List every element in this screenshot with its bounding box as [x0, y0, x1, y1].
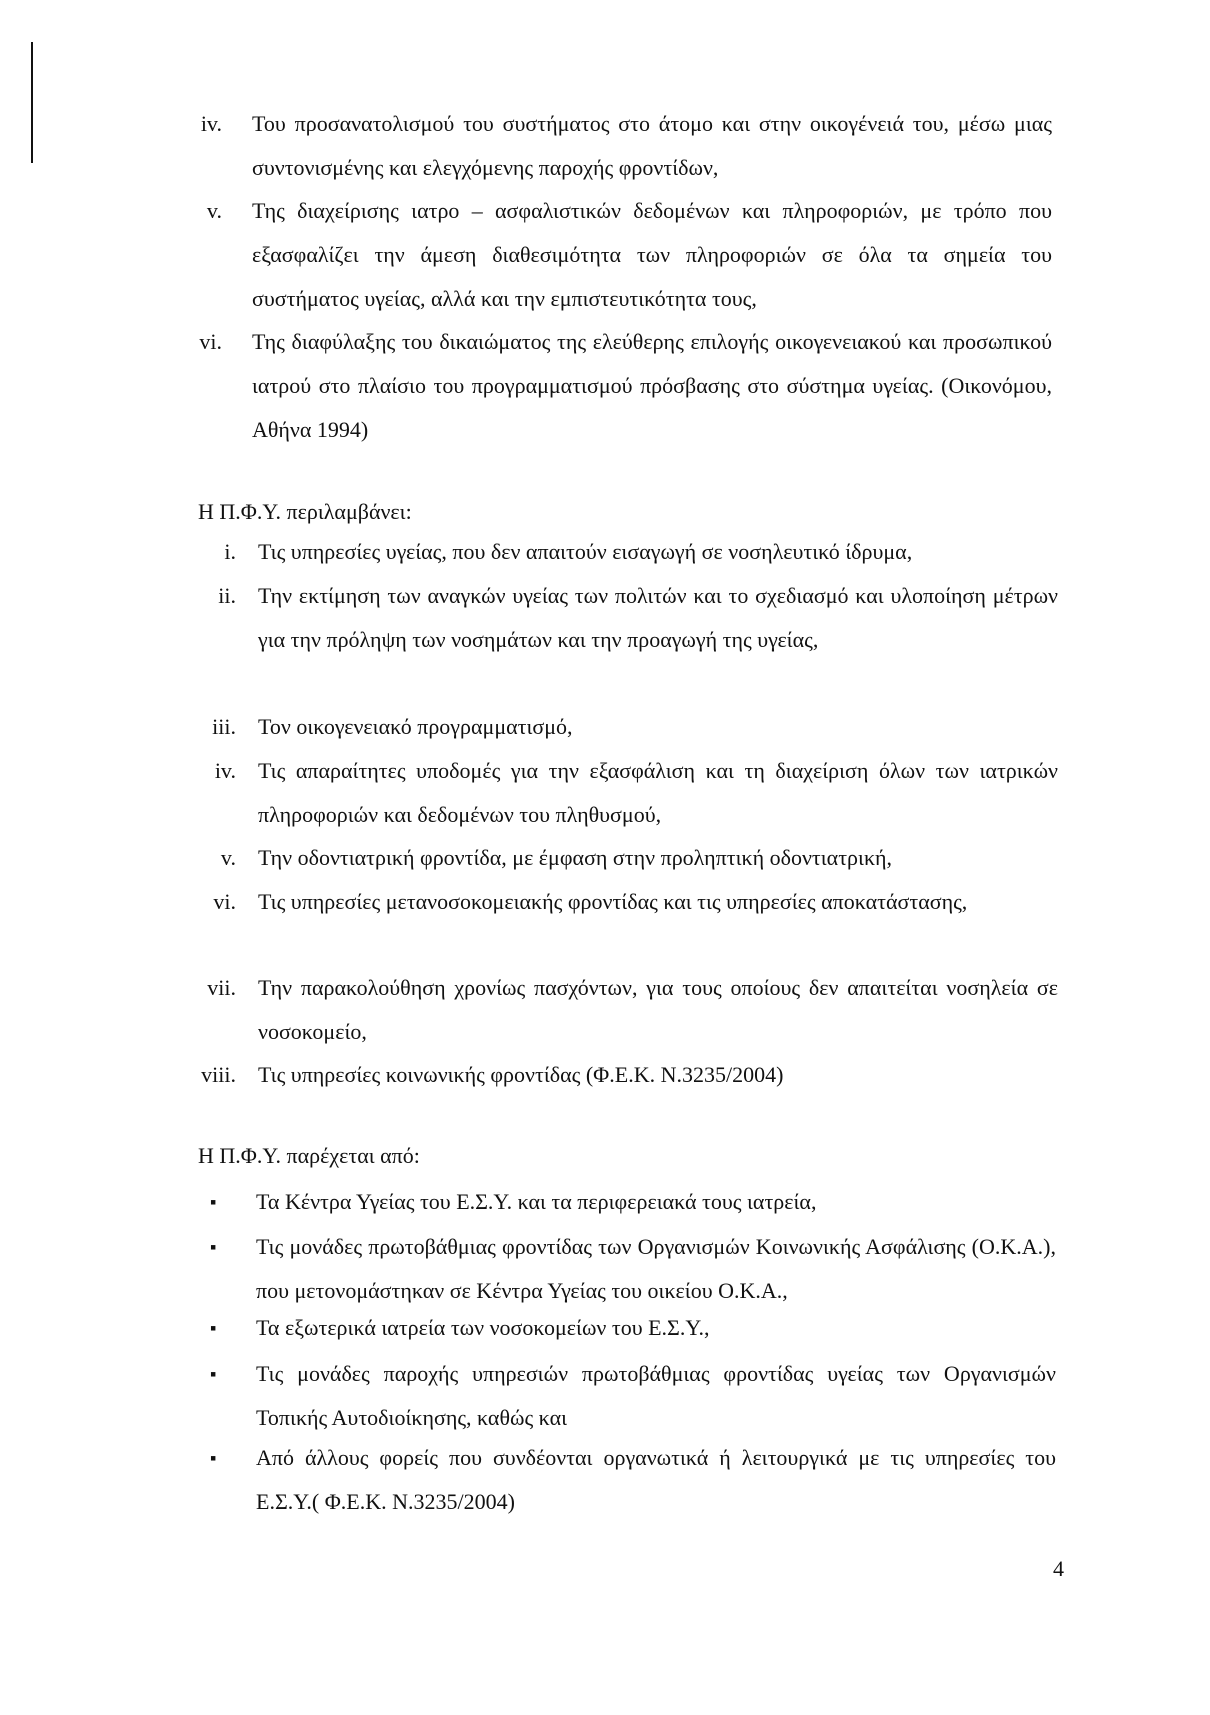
bullet-icon: ▪	[210, 1192, 217, 1212]
list-marker: viii.	[201, 1062, 236, 1087]
list-marker: vi.	[213, 889, 236, 914]
list-item: Την οδοντιατρική φροντίδα, με έμφαση στην προληπτική οδοντιατρική,	[258, 845, 893, 870]
list-item: Τις υπηρεσίες κοινωνικής φροντίδας (Φ.Ε.Κ. Ν.3235/2004)	[258, 1062, 784, 1087]
bullet-icon: ▪	[210, 1237, 217, 1257]
bullet-icon: ▪	[210, 1318, 217, 1338]
list-item: Τις υπηρεσίες μετανοσοκομειακής φροντίδας και τις υπηρεσίες αποκατάστασης,	[258, 889, 968, 914]
list-item: Του προσανατολισμού του συστήματος στο άτομο και στην οικογένειά του, μέσω μιας συντονισμένης και ελεγχόμενης παροχής φροντίδων,	[252, 111, 1052, 180]
page-number: 4	[1053, 1556, 1064, 1581]
list-marker: iv.	[200, 111, 222, 136]
list-item: Την παρακολούθηση χρονίως πασχόντων, για τους οποίους δεν απαιτείται νοσηλεία σε νοσοκομείο,	[258, 975, 1058, 1044]
list-item: Τον οικογενειακό προγραμματισμό,	[258, 714, 573, 739]
list-marker: v.	[220, 845, 236, 870]
list-item: Τις απαραίτητες υποδομές για την εξασφάλιση και τη διαχείριση όλων των ιατρικών πληροφοριών και δεδομένων του πληθυσμού,	[258, 758, 1058, 827]
list-marker: vii.	[207, 975, 236, 1000]
binding-margin-line	[31, 42, 33, 163]
section-heading-includes: Η Π.Φ.Υ. περιλαμβάνει:	[198, 499, 412, 524]
list-item: Τα Κέντρα Υγείας του Ε.Σ.Υ. και τα περιφερειακά τους ιατρεία,	[256, 1189, 817, 1214]
bullet-icon: ▪	[210, 1364, 217, 1384]
list-marker: ii.	[218, 583, 236, 608]
list-item: Την εκτίμηση των αναγκών υγείας των πολιτών και το σχεδιασμό και υλοποίηση μέτρων για την πρόληψη των νοσημάτων και την προαγωγή της υγείας,	[258, 583, 1058, 652]
list-item: Από άλλους φορείς που συνδέονται οργανωτικά ή λειτουργικά με τις υπηρεσίες του Ε.Σ.Υ.( Φ.Ε.Κ. Ν.3235/2004)	[256, 1445, 1056, 1514]
bullet-icon: ▪	[210, 1448, 217, 1468]
list-item: Τα εξωτερικά ιατρεία των νοσοκομείων του Ε.Σ.Υ.,	[256, 1315, 710, 1340]
section-heading-provided: Η Π.Φ.Υ. παρέχεται από:	[198, 1143, 420, 1168]
list-item: Τις μονάδες πρωτοβάθμιας φροντίδας των Οργανισμών Κοινωνικής Ασφάλισης (Ο.Κ.Α.), που μετονομάστηκαν σε Κέντρα Υγείας του οικείου Ο.Κ.Α.,	[256, 1234, 1056, 1303]
list-item: Τις μονάδες παροχής υπηρεσιών πρωτοβάθμιας φροντίδας υγείας των Οργανισμών Τοπικής Αυτοδιοίκησης, καθώς και	[256, 1361, 1056, 1430]
list-marker: iii.	[212, 714, 236, 739]
list-marker: vi.	[199, 329, 222, 354]
list-marker: iv.	[214, 758, 236, 783]
list-item: Της διαφύλαξης του δικαιώματος της ελεύθερης επιλογής οικογενειακού και προσωπικού ιατρού στο πλαίσιο του προγραμματισμού πρόσβασης στο σύστημα υγείας. (Οικονόμου, Αθήνα 1994)	[252, 329, 1052, 442]
list-marker: i.	[224, 539, 236, 564]
list-item: Τις υπηρεσίες υγείας, που δεν απαιτούν εισαγωγή σε νοσηλευτικό ίδρυμα,	[258, 539, 913, 564]
list-item: Της διαχείρισης ιατρο – ασφαλιστικών δεδομένων και πληροφοριών, με τρόπο που εξασφαλίζει την άμεση διαθεσιμότητα των πληροφοριών σε όλα τα σημεία του συστήματος υγείας, αλλά και την εμπιστευτικότητα τους,	[252, 198, 1052, 311]
list-marker: v.	[206, 198, 222, 223]
